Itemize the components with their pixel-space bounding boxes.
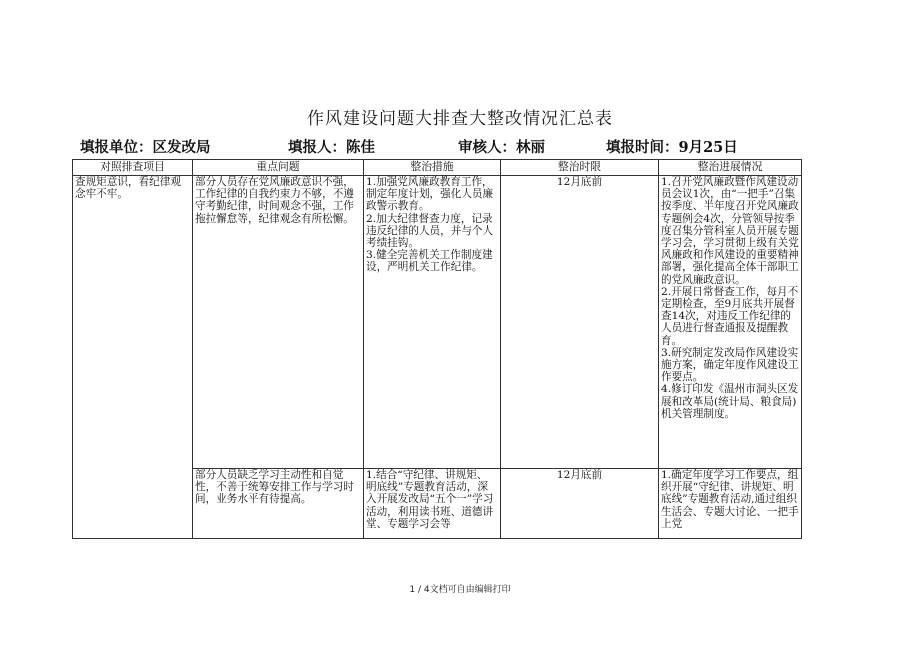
table-row — [73, 176, 802, 469]
measure-item: 1.加强党风廉政教育工作，制定年度计划，强化人员廉政警示教育。 — [366, 176, 494, 213]
key-problem-text: 部分人员缺乏学习主动性和自觉性，不善于统筹安排工作与学习时间，业务水平有待提高。 — [195, 469, 354, 506]
page-footer: 1 / 4文档可自由编辑打印 — [409, 585, 511, 595]
header-check-item: 对照排查项目 — [73, 160, 193, 176]
measure-item: 2.加大纪律督查力度，记录违反纪律的人员，并与个人考绩挂钩。 — [366, 212, 494, 250]
reviewer-name: 审核人：林丽 — [458, 139, 545, 156]
report-date: 填报时间：9月25日 — [606, 139, 738, 156]
measure-item: 1.结合“守纪律、讲规矩、明底线”专题教育活动，深入开展发改局“五个一”学习活动，利用读书班、道德讲堂、专题学习会等 — [366, 469, 494, 530]
document-title: 作风建设问题大排查大整改情况汇总表 — [307, 109, 613, 129]
progress-item: 1.确定年度学习工作要点，组织开展“守纪律、讲规矩、明底线”专题教育活动,通过组织生活会、专题大讨论、一把手上党 — [661, 469, 799, 530]
header-measures: 整治措施 — [364, 160, 501, 176]
progress-item: 3.研究制定发改局作风建设实施方案，确定年度作风建设工作要点。 — [661, 346, 799, 384]
filler-name: 填报人：陈佳 — [288, 139, 375, 156]
header-deadline: 整治时限 — [501, 160, 659, 176]
header-key-problem: 重点问题 — [193, 160, 364, 176]
check-item-cell: 查规矩意识，看纪律观念牢不牢。 — [73, 176, 193, 539]
key-problem-cell — [193, 469, 364, 539]
progress-item: 4.修订印发《温州市洞头区发展和改革局(统计局、粮食局)机关管理制度。 — [661, 383, 799, 420]
progress-cell — [659, 176, 802, 469]
progress-item: 2.开展日常督查工作，每月不定期检查，至9月底共开展督查14次，对违反工作纪律的人员进行督查通报及提醒教育。 — [661, 285, 799, 347]
deadline-cell: 12月底前 — [501, 469, 659, 539]
measures-cell — [364, 469, 501, 539]
measures-cell — [364, 176, 501, 469]
rectification-table — [72, 159, 802, 539]
reporting-unit: 填报单位：区发改局 — [80, 139, 211, 156]
progress-item: 1.召开党风廉政暨作风建设动员会议1次，由“一把手”召集按季度、半年度召开党风廉政专题例会4次，分管领导按季度召集分管科室人员开展专题学习会，学习贯彻上级有关党风廉政和作风建设的重要精神部署，强化提高全体干部职工的党风廉政意识。 — [661, 176, 799, 286]
deadline-cell: 12月底前 — [501, 176, 659, 469]
table-header-row — [73, 160, 802, 176]
key-problem-cell: 部分人员存在党风廉政意识不强，工作纪律的自我约束力不够，不遵守考勤纪律，时间观念不强，工作拖拉懈怠等，纪律观念有所松懈。 — [193, 176, 364, 469]
measure-item: 3.健全完善机关工作制度建设，严明机关工作纪律。 — [366, 249, 493, 274]
progress-cell — [659, 469, 802, 539]
header-progress: 整治进展情况 — [659, 160, 802, 176]
